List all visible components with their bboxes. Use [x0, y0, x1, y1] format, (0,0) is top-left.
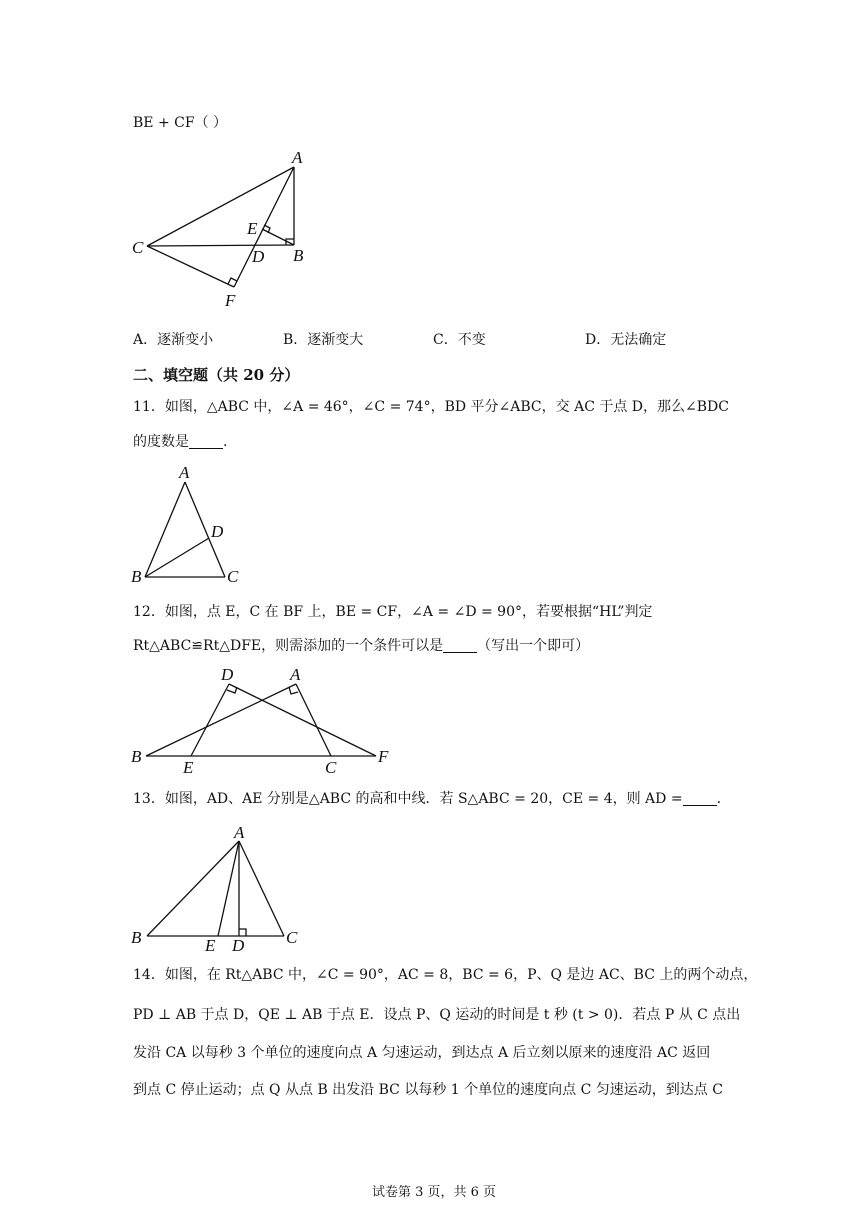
page-footer: 试卷第 3 页，共 6 页: [371, 1185, 497, 1200]
q14-line1: 14．如图，在 Rt△ABC 中，∠C = 90°，AC = 8，BC = 6，P、Q 是边 AC、BC 上的两个动点，: [133, 967, 758, 983]
q11-label-b: B: [131, 567, 142, 586]
q11-line2-text: 的度数是: [133, 434, 189, 450]
section-title: 二、填空题（共 20 分）: [133, 366, 300, 384]
q12-line1: 12．如图，点 E，C 在 BF 上，BE = CF，∠A = ∠D = 90°，若要根据“HL”判定: [133, 604, 653, 620]
q12-label-d: D: [221, 665, 234, 684]
q10-label-e: E: [247, 219, 258, 238]
q10-tail: BE + CF（ ）: [133, 115, 228, 131]
q12-label-c: C: [325, 758, 337, 777]
q14-line4: 到点 C 停止运动；点 Q 从点 B 出发沿 BC 以每秒 1 个单位的速度向点 C 匀速运动，到达点 C: [133, 1082, 723, 1098]
q10-label-b: B: [293, 246, 304, 265]
q13-line1-end: .: [716, 791, 722, 807]
q10-option-d: D．无法确定: [585, 332, 667, 348]
q12-label-e: E: [183, 758, 194, 777]
q13-label-c: C: [286, 928, 298, 947]
q10-option-c: C．不变: [433, 332, 486, 348]
q12-label-b: B: [131, 747, 142, 766]
q13-line1-text: 13．如图，AD、AE 分别是△ABC 的高和中线．若 S△ABC = 20，CE = 4，则 AD =: [133, 791, 683, 807]
q10-label-d: D: [252, 247, 265, 266]
q14-line3: 发沿 CA 以每秒 3 个单位的速度向点 A 匀速运动，到达点 A 后立刻以原来的速度沿 AC 返回: [133, 1045, 711, 1061]
q13-label-d: D: [232, 936, 245, 955]
q13-label-e: E: [205, 936, 216, 955]
q11-label-d: D: [211, 522, 224, 541]
q11-label-c: C: [227, 567, 239, 586]
q12-line2-text: Rt△ABC≌Rt△DFE，则需添加的一个条件可以是: [133, 638, 444, 654]
q12-label-a: A: [290, 665, 301, 684]
q10-label-a: A: [292, 148, 303, 167]
q11-line2-end: .: [223, 434, 228, 450]
q10-option-b: B．逐渐变大: [283, 332, 364, 348]
q11-label-a: A: [179, 463, 190, 482]
q12-label-f: F: [378, 747, 389, 766]
q13-label-a: A: [234, 823, 245, 842]
q12-line2-end: （写出一个即可）: [477, 638, 590, 654]
q10-label-f: F: [225, 291, 236, 310]
q11-line1: 11．如图，△ABC 中，∠A = 46°，∠C = 74°，BD 平分∠ABC，交 AC 于点 D，那么∠BDC: [133, 399, 729, 415]
q13-label-b: B: [131, 928, 142, 947]
q10-option-a: A．逐渐变小: [133, 332, 214, 348]
q14-line2: PD ⊥ AB 于点 D，QE ⊥ AB 于点 E．设点 P、Q 运动的时间是 t 秒 (t > 0)．若点 P 从 C 点出: [133, 1007, 741, 1023]
q10-label-c: C: [132, 238, 144, 257]
